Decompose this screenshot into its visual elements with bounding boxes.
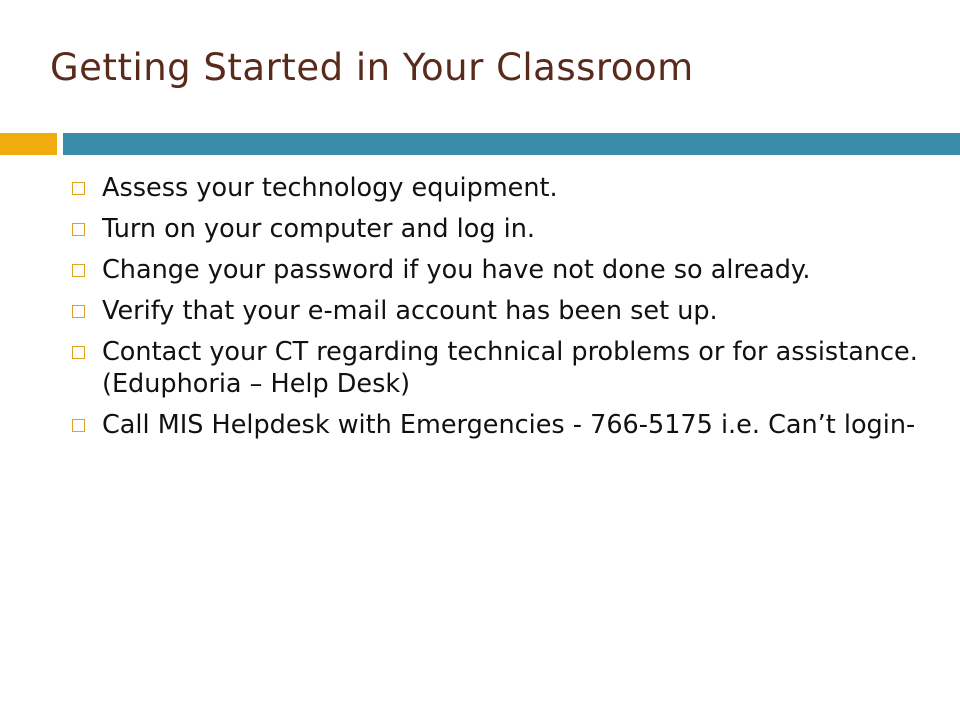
bullet-item-password — [72, 254, 942, 286]
bullet-text: Change your password if you have not done so already. — [102, 255, 811, 285]
bullet-list — [72, 172, 942, 450]
slide-title: Getting Started in Your Classroom — [50, 46, 694, 89]
bullet-text: Turn on your computer and log in. — [102, 214, 535, 244]
square-bullet-icon — [72, 419, 85, 432]
bullet-item-mis-helpdesk — [72, 409, 942, 441]
square-bullet-icon — [72, 264, 85, 277]
bullet-text: Verify that your e-mail account has been set up. — [102, 296, 718, 326]
square-bullet-icon — [72, 223, 85, 236]
bullet-item-email — [72, 295, 942, 327]
bullet-item-contact-ct — [72, 336, 942, 400]
accent-bar-orange — [0, 133, 57, 155]
bullet-item-login — [72, 213, 942, 245]
bullet-text: Contact your CT regarding technical problems or for assistance. (Eduphoria – Help Desk) — [102, 337, 918, 399]
bullet-text: Assess your technology equipment. — [102, 173, 558, 203]
square-bullet-icon — [72, 305, 85, 318]
bullet-text: Call MIS Helpdesk with Emergencies - 766-5175 i.e. Can’t login- — [102, 410, 916, 440]
square-bullet-icon — [72, 346, 85, 359]
square-bullet-icon — [72, 182, 85, 195]
bullet-item-assess — [72, 172, 942, 204]
accent-bar-teal — [63, 133, 960, 155]
